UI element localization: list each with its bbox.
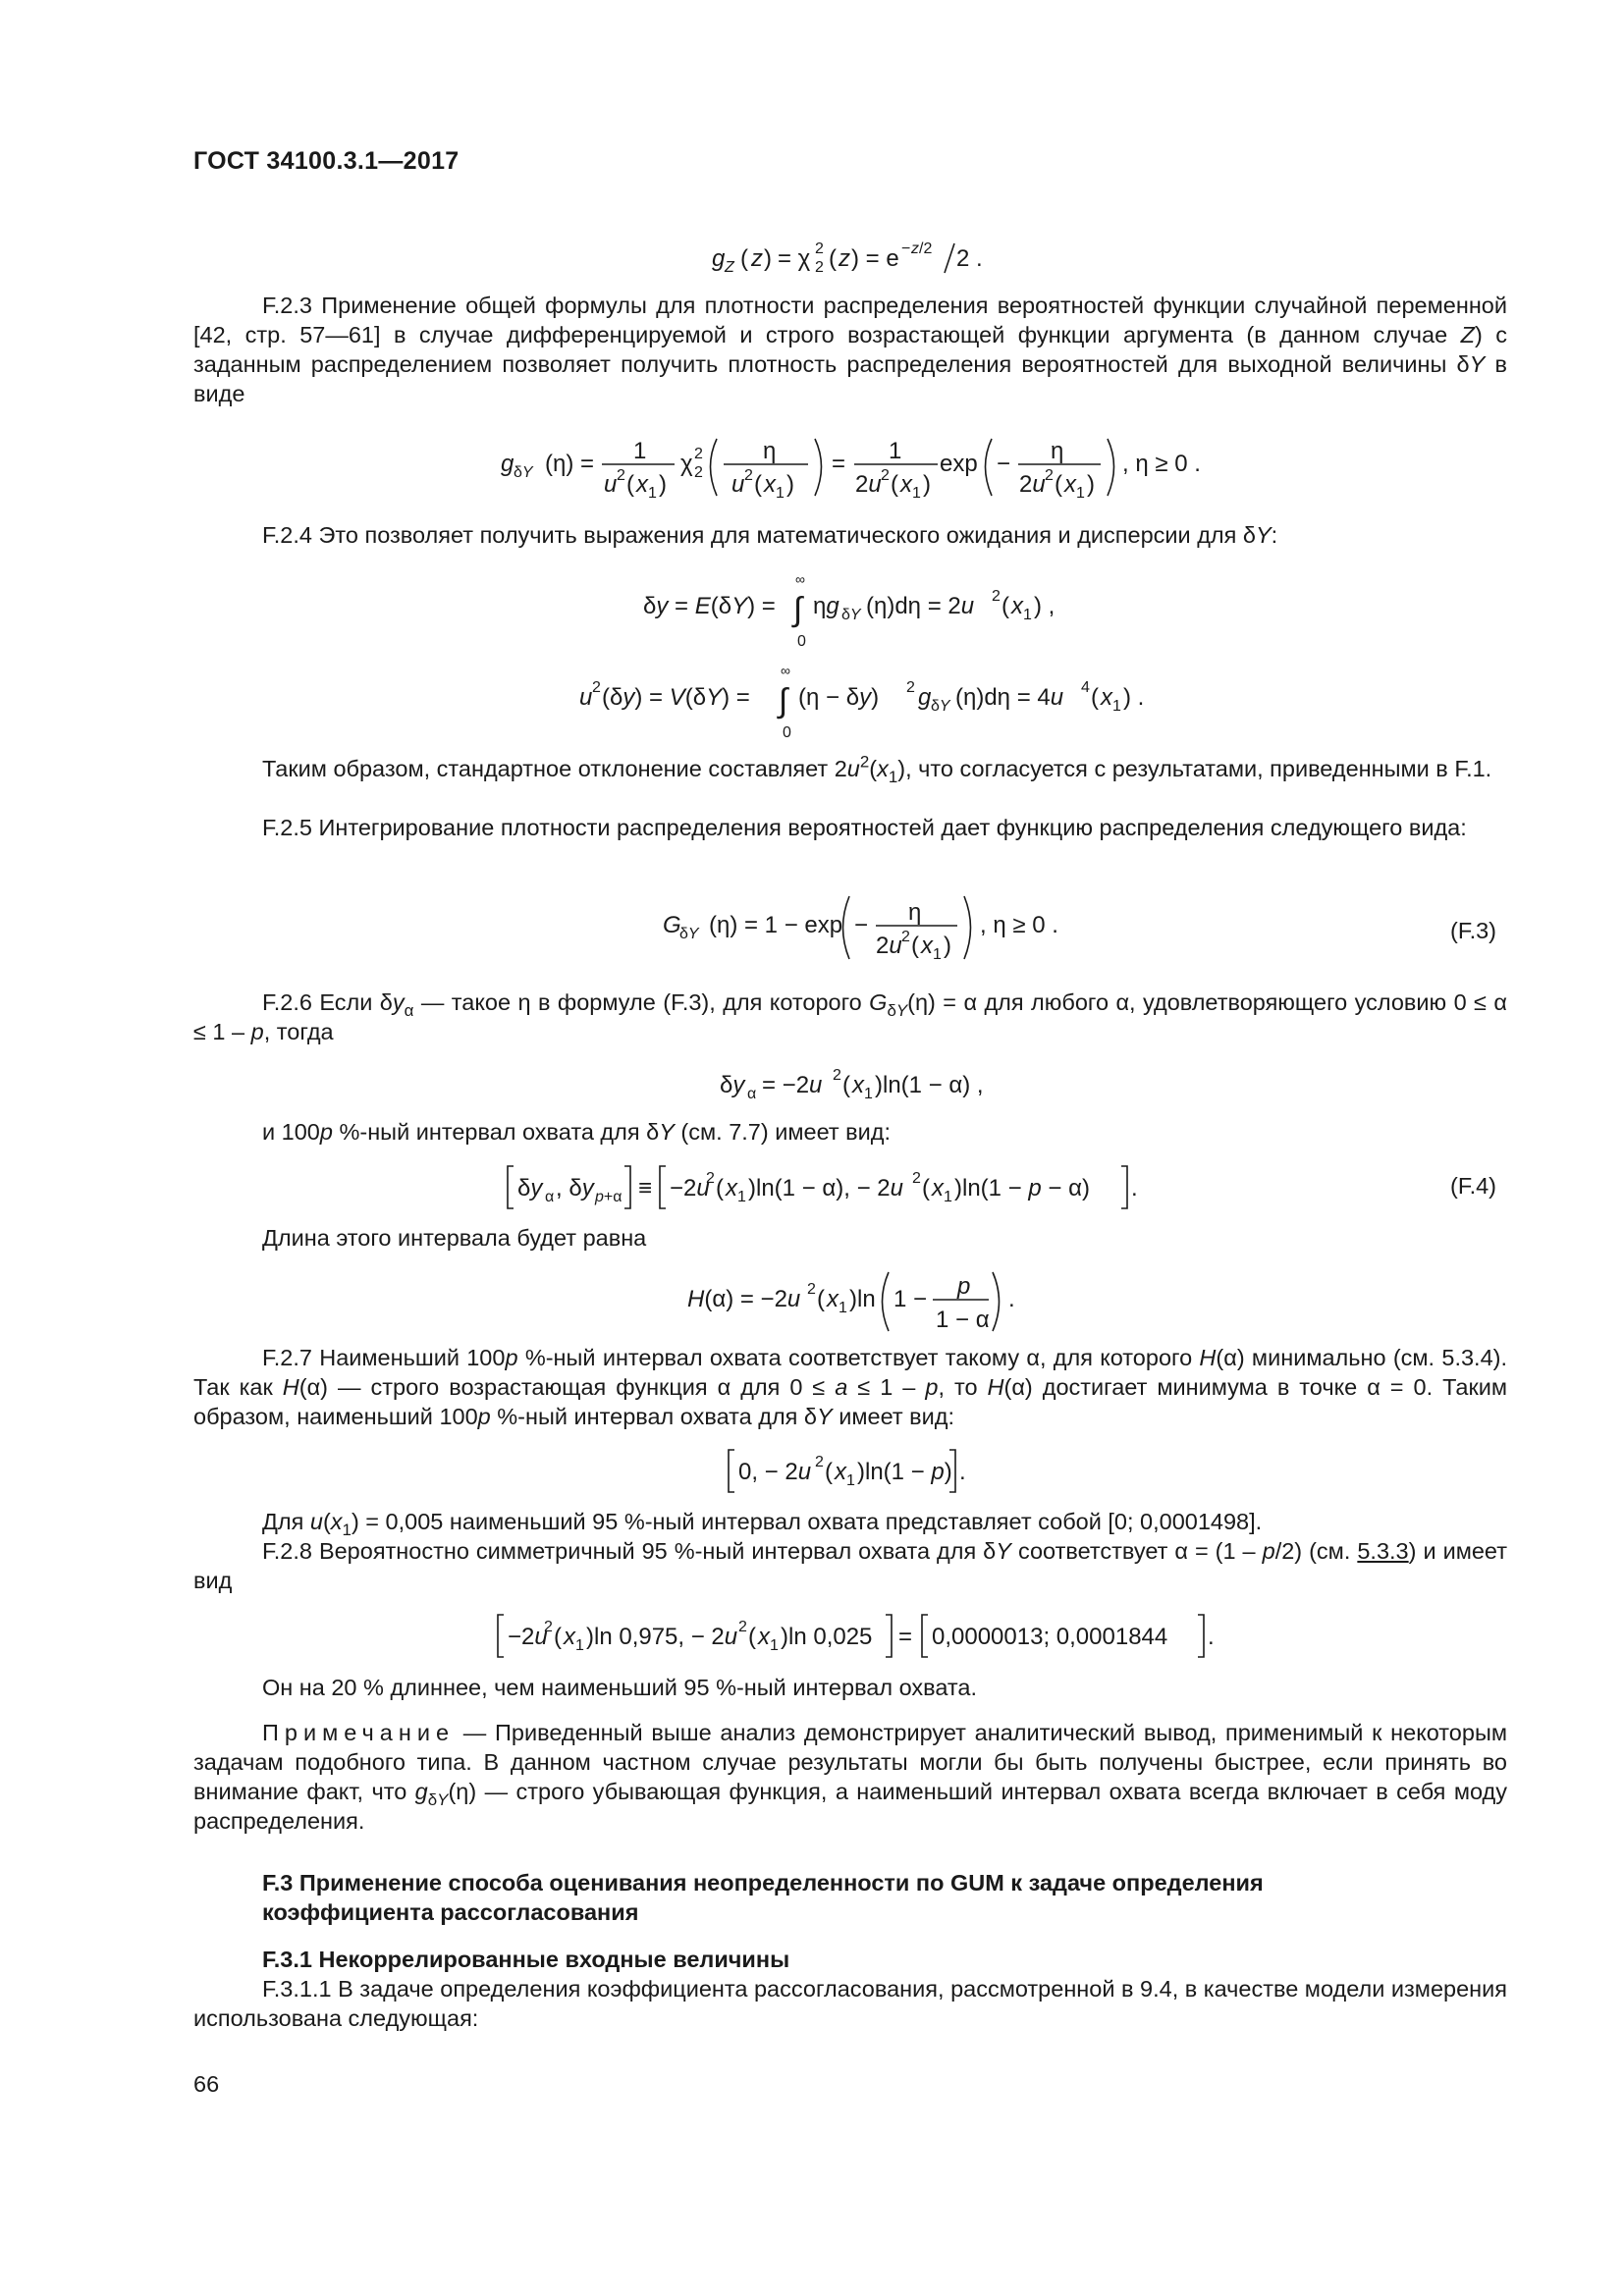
paragraph-f28: F.2.8 Вероятностно симметричный 95 %-ный интервал охвата для δY соответствует α = (1 – p/2) (см. 5.3.3) и имеет вид: [193, 1538, 1507, 1593]
svg-text:0: 0: [783, 724, 791, 741]
svg-text:2: 2: [906, 679, 915, 696]
svg-text:2: 2: [912, 1170, 921, 1187]
svg-text:1: 1: [912, 485, 921, 502]
svg-text:x: x: [764, 471, 776, 498]
svg-text:0,0000013; 0,0001844: 0,0000013; 0,0001844: [932, 1624, 1168, 1650]
svg-text:−: −: [854, 912, 869, 938]
svg-text:2: 2: [694, 464, 703, 481]
svg-text:(η − δy): (η − δy): [798, 684, 880, 711]
svg-text:/2: /2: [919, 240, 933, 257]
equation-expectation: [638, 569, 1080, 658]
svg-text:) = e: ) = e: [851, 245, 899, 272]
svg-text:(: (: [716, 1175, 724, 1201]
svg-text:, δy: , δy: [556, 1175, 594, 1201]
svg-text:1 − α: 1 − α: [936, 1307, 990, 1333]
svg-text:−2u: −2u: [508, 1624, 548, 1650]
paragraph-length-intro: Длина этого интервала будет равна: [262, 1225, 647, 1251]
svg-text:(: (: [1001, 593, 1009, 619]
svg-text:χ: χ: [680, 451, 693, 477]
equation-delta-y-alpha: [715, 1058, 1009, 1107]
equation-symmetric-interval: [491, 1610, 1237, 1664]
svg-text:=: =: [832, 451, 846, 477]
svg-text:u: u: [731, 471, 745, 498]
svg-text:x: x: [1064, 471, 1076, 498]
svg-text:1: 1: [633, 438, 647, 464]
svg-text:(η) =: (η) =: [545, 451, 595, 477]
svg-text:(: (: [891, 471, 898, 498]
svg-text:δY: δY: [514, 464, 533, 481]
svg-text:2: 2: [901, 929, 910, 945]
svg-text:−: −: [997, 451, 1011, 477]
svg-text:1: 1: [839, 1300, 847, 1316]
svg-text:u: u: [579, 684, 593, 711]
svg-text:G: G: [663, 912, 681, 938]
svg-text:x: x: [1011, 593, 1023, 619]
svg-text:p+α: p+α: [595, 1189, 623, 1205]
svg-text:(: (: [1091, 684, 1099, 711]
svg-text:2: 2: [881, 467, 890, 484]
svg-text:1: 1: [737, 1189, 746, 1205]
equation-g-delta-y: [496, 427, 1242, 506]
svg-text:2: 2: [807, 1281, 816, 1298]
svg-text:): ): [944, 933, 951, 959]
svg-text:(η)dη = 2u: (η)dη = 2u: [866, 593, 975, 619]
svg-text:2: 2: [694, 446, 703, 462]
paragraph-std-dev: Таким образом, стандартное отклонение составляет $2u^2(x_1)$, что согласуется с результатами, приведенными в F.1.: [262, 752, 1492, 786]
svg-text:∞: ∞: [781, 663, 790, 678]
svg-text:δY: δY: [679, 926, 699, 942]
svg-text:)ln(1 − α), − 2u: )ln(1 − α), − 2u: [748, 1175, 903, 1201]
svg-text:−2u: −2u: [670, 1175, 710, 1201]
equation-f4: [501, 1161, 1168, 1215]
svg-text:)ln(1 − p): )ln(1 − p): [857, 1459, 952, 1485]
equation-h-alpha: [682, 1262, 1036, 1341]
svg-text:.: .: [1131, 1175, 1138, 1201]
section-heading-f3: F.3 Применение способа оценивания неопределенности по GUM к задаче определения коэффициента рассогласования: [262, 1870, 1264, 1925]
equation-number-f4: (F.4): [1450, 1173, 1496, 1199]
svg-text:.: .: [959, 1459, 966, 1485]
svg-text:exp: exp: [940, 451, 978, 477]
svg-text:(: (: [829, 245, 837, 272]
svg-text:δY: δY: [841, 607, 861, 623]
svg-text:(: (: [740, 245, 748, 272]
svg-text:(: (: [911, 933, 919, 959]
svg-text:x: x: [827, 1286, 839, 1312]
svg-text:u: u: [604, 471, 618, 498]
svg-text:x: x: [835, 1459, 846, 1485]
svg-text:1 −: 1 −: [893, 1286, 928, 1312]
svg-text:x: x: [900, 471, 912, 498]
svg-text:1: 1: [776, 485, 785, 502]
svg-text:x: x: [932, 1175, 944, 1201]
svg-text:1: 1: [944, 1189, 952, 1205]
svg-text:, η ≥ 0 .: , η ≥ 0 .: [1122, 451, 1201, 477]
svg-text:p: p: [957, 1273, 971, 1300]
svg-text:=: =: [898, 1624, 913, 1650]
svg-text:2: 2: [544, 1619, 553, 1635]
paragraph-f24: F.2.4 Это позволяет получить выражения для математического ожидания и дисперсии для δY:: [262, 522, 1278, 548]
svg-text:z: z: [911, 240, 919, 257]
svg-text:z: z: [751, 245, 763, 272]
svg-text:H(α) = −2u: H(α) = −2u: [687, 1286, 801, 1312]
svg-text:α: α: [747, 1086, 757, 1102]
svg-text:) .: ) .: [1123, 684, 1145, 711]
svg-text:2: 2: [992, 588, 1001, 605]
svg-text:(: (: [922, 1175, 930, 1201]
svg-text:2u: 2u: [855, 471, 882, 498]
svg-text:(: (: [825, 1459, 833, 1485]
svg-text:= −2u: = −2u: [762, 1072, 823, 1098]
svg-text:δy = E(δY) =: δy = E(δY) =: [643, 593, 776, 619]
equation-shortest-interval: [722, 1445, 997, 1499]
svg-text:−: −: [901, 240, 911, 257]
svg-text:1: 1: [770, 1637, 779, 1654]
svg-text:(: (: [754, 471, 762, 498]
section-heading-f31: F.3.1 Некоррелированные входные величины: [262, 1947, 790, 1972]
note-text: — Приведенный выше анализ демонстрирует аналитический вывод, применимый к некоторым задачам подобного типа. В данном частном случае результаты могли бы быть получены быстрее, если принять во внимание факт, что $g_{\delta Y}(\eta)$ — строго убывающая функция, а наименьший интервал охвата всегда включает в себя моду распределения.: [193, 1720, 1507, 1834]
svg-text:): ): [923, 471, 931, 498]
svg-text:): ): [786, 471, 794, 498]
svg-text:)ln: )ln: [849, 1286, 876, 1312]
svg-text:)ln 0,975, − 2u: )ln 0,975, − 2u: [586, 1624, 738, 1650]
svg-text:1: 1: [864, 1086, 873, 1102]
svg-text:2u: 2u: [1019, 471, 1046, 498]
paragraph-interval-intro: и 100p %-ный интервал охвата для δY (см. 7.7) имеет вид:: [262, 1119, 892, 1145]
svg-text:.: .: [1208, 1624, 1215, 1650]
svg-text:1: 1: [1076, 485, 1085, 502]
paragraph-f26: F.2.6 Если $\delta y_\alpha$ — такое η в формуле (F.3), для которого $G_{\delta Y}(\eta) = \alpha$ для любого α, удовлетворяющего условию 0 ≤ α ≤ 1 – p, тогда: [193, 989, 1507, 1044]
document-code-header: ГОСТ 34100.3.1—2017: [193, 147, 460, 175]
svg-text:(: (: [748, 1624, 756, 1650]
svg-text:g: g: [918, 684, 932, 711]
svg-text:ηg: ηg: [813, 593, 839, 619]
svg-text:(η) = 1 − exp: (η) = 1 − exp: [709, 912, 843, 938]
svg-text:, η ≥ 0 .: , η ≥ 0 .: [980, 912, 1058, 938]
svg-text:0: 0: [797, 633, 806, 650]
paragraph-f23: F.2.3 Применение общей формулы для плотности распределения вероятностей функции случайной переменной [42, стр. 57—61] в случае дифференцируемой и строго возрастающей функции аргумента (в данном случае Z) с заданным распределением позволяет получить плотность распределения вероятностей для выходной величины δY в виде: [193, 293, 1507, 406]
svg-text:x: x: [1101, 684, 1112, 711]
svg-text:1: 1: [648, 485, 657, 502]
svg-text:(δy) = V(δY) =: (δy) = V(δY) =: [602, 684, 750, 711]
svg-text:2: 2: [744, 467, 753, 484]
svg-text:x: x: [726, 1175, 737, 1201]
svg-text:x: x: [564, 1624, 575, 1650]
svg-text:1: 1: [889, 438, 902, 464]
equation-f3: [658, 888, 1110, 967]
svg-text:x: x: [758, 1624, 770, 1650]
svg-text:0, − 2u: 0, − 2u: [738, 1459, 812, 1485]
svg-text:2: 2: [738, 1619, 747, 1635]
svg-text:.: .: [1008, 1286, 1015, 1312]
svg-text:2: 2: [617, 467, 625, 484]
svg-text:x: x: [636, 471, 648, 498]
svg-text:1: 1: [1023, 607, 1032, 623]
svg-text:): ): [764, 245, 772, 272]
svg-text:x: x: [921, 933, 933, 959]
equation-variance: [574, 661, 1145, 749]
svg-text:2: 2: [1045, 467, 1054, 484]
svg-text:η: η: [1051, 438, 1064, 464]
equation-number-f3: (F.3): [1450, 918, 1496, 943]
svg-text:): ): [659, 471, 667, 498]
svg-text:α: α: [545, 1189, 555, 1205]
svg-text:2: 2: [815, 259, 824, 276]
svg-text:g: g: [712, 245, 726, 272]
svg-text:Z: Z: [725, 259, 734, 276]
svg-text:≡: ≡: [638, 1175, 653, 1201]
svg-text:∞: ∞: [795, 571, 805, 587]
note-paragraph: [193, 1718, 1507, 1836]
svg-text:(η)dη = 4u: (η)dη = 4u: [955, 684, 1064, 711]
svg-text:(: (: [554, 1624, 562, 1650]
svg-text:)ln(1 − p − α): )ln(1 − p − α): [954, 1175, 1090, 1201]
svg-text:(: (: [842, 1072, 850, 1098]
svg-text:) ,: ) ,: [1034, 593, 1056, 619]
svg-text:2: 2: [706, 1170, 715, 1187]
page-number: 66: [193, 2071, 220, 2097]
svg-text:η: η: [763, 438, 777, 464]
note-label: Примечание: [262, 1720, 456, 1745]
svg-text:1: 1: [933, 946, 942, 963]
svg-text:x: x: [852, 1072, 864, 1098]
svg-text:1: 1: [846, 1472, 855, 1489]
svg-text:δy: δy: [517, 1175, 543, 1201]
svg-text:2u: 2u: [876, 933, 902, 959]
svg-text:1: 1: [1112, 698, 1121, 715]
svg-text:(: (: [1055, 471, 1062, 498]
paragraph-f311: F.3.1.1 В задаче определения коэффициента рассогласования, рассмотренной в 9.4, в качестве модели измерения использована следующая:: [193, 1976, 1507, 2031]
svg-text:1: 1: [575, 1637, 584, 1654]
svg-text:(: (: [817, 1286, 825, 1312]
svg-text:g: g: [501, 451, 514, 477]
svg-text:(: (: [626, 471, 634, 498]
svg-text:= χ: = χ: [778, 245, 811, 272]
svg-text:): ): [1087, 471, 1095, 498]
svg-text:2: 2: [815, 1454, 824, 1470]
svg-text:2: 2: [815, 240, 824, 257]
svg-text:δY: δY: [931, 698, 950, 715]
svg-text:η: η: [908, 899, 922, 926]
svg-text:∫: ∫: [793, 591, 803, 628]
svg-text:2: 2: [592, 679, 601, 696]
paragraph-f25: F.2.5 Интегрирование плотности распределения вероятностей дает функцию распределения следующего вида:: [262, 815, 1467, 840]
svg-text:)ln 0,025: )ln 0,025: [781, 1624, 873, 1650]
svg-text:)ln(1 − α) ,: )ln(1 − α) ,: [875, 1072, 984, 1098]
svg-text:2 .: 2 .: [956, 245, 983, 272]
equation-gz: [707, 232, 1021, 281]
paragraph-f27: F.2.7 Наименьший 100p %-ный интервал охвата соответствует такому α, для которого H(α) минимально (см. 5.3.4). Так как H(α) — строго возрастающая функция α для 0 ≤ a ≤ 1 – p, то H(α) достигает минимума в точке α = 0. Таким образом, наименьший 100p %-ный интервал охвата для δY имеет вид:: [193, 1345, 1508, 1429]
paragraph-longer: Он на 20 % длиннее, чем наименьший 95 %-ный интервал охвата.: [262, 1675, 978, 1700]
svg-text:∫: ∫: [779, 682, 788, 720]
svg-text:4: 4: [1081, 679, 1090, 696]
svg-text:δy: δy: [720, 1072, 745, 1098]
paragraph-for-u: Для $u(x_1) = 0,005$ наименьший 95 %-ный интервал охвата представляет собой [0; 0,0001498].: [262, 1509, 1263, 1539]
svg-text:2: 2: [833, 1067, 841, 1084]
svg-text:z: z: [839, 245, 850, 272]
